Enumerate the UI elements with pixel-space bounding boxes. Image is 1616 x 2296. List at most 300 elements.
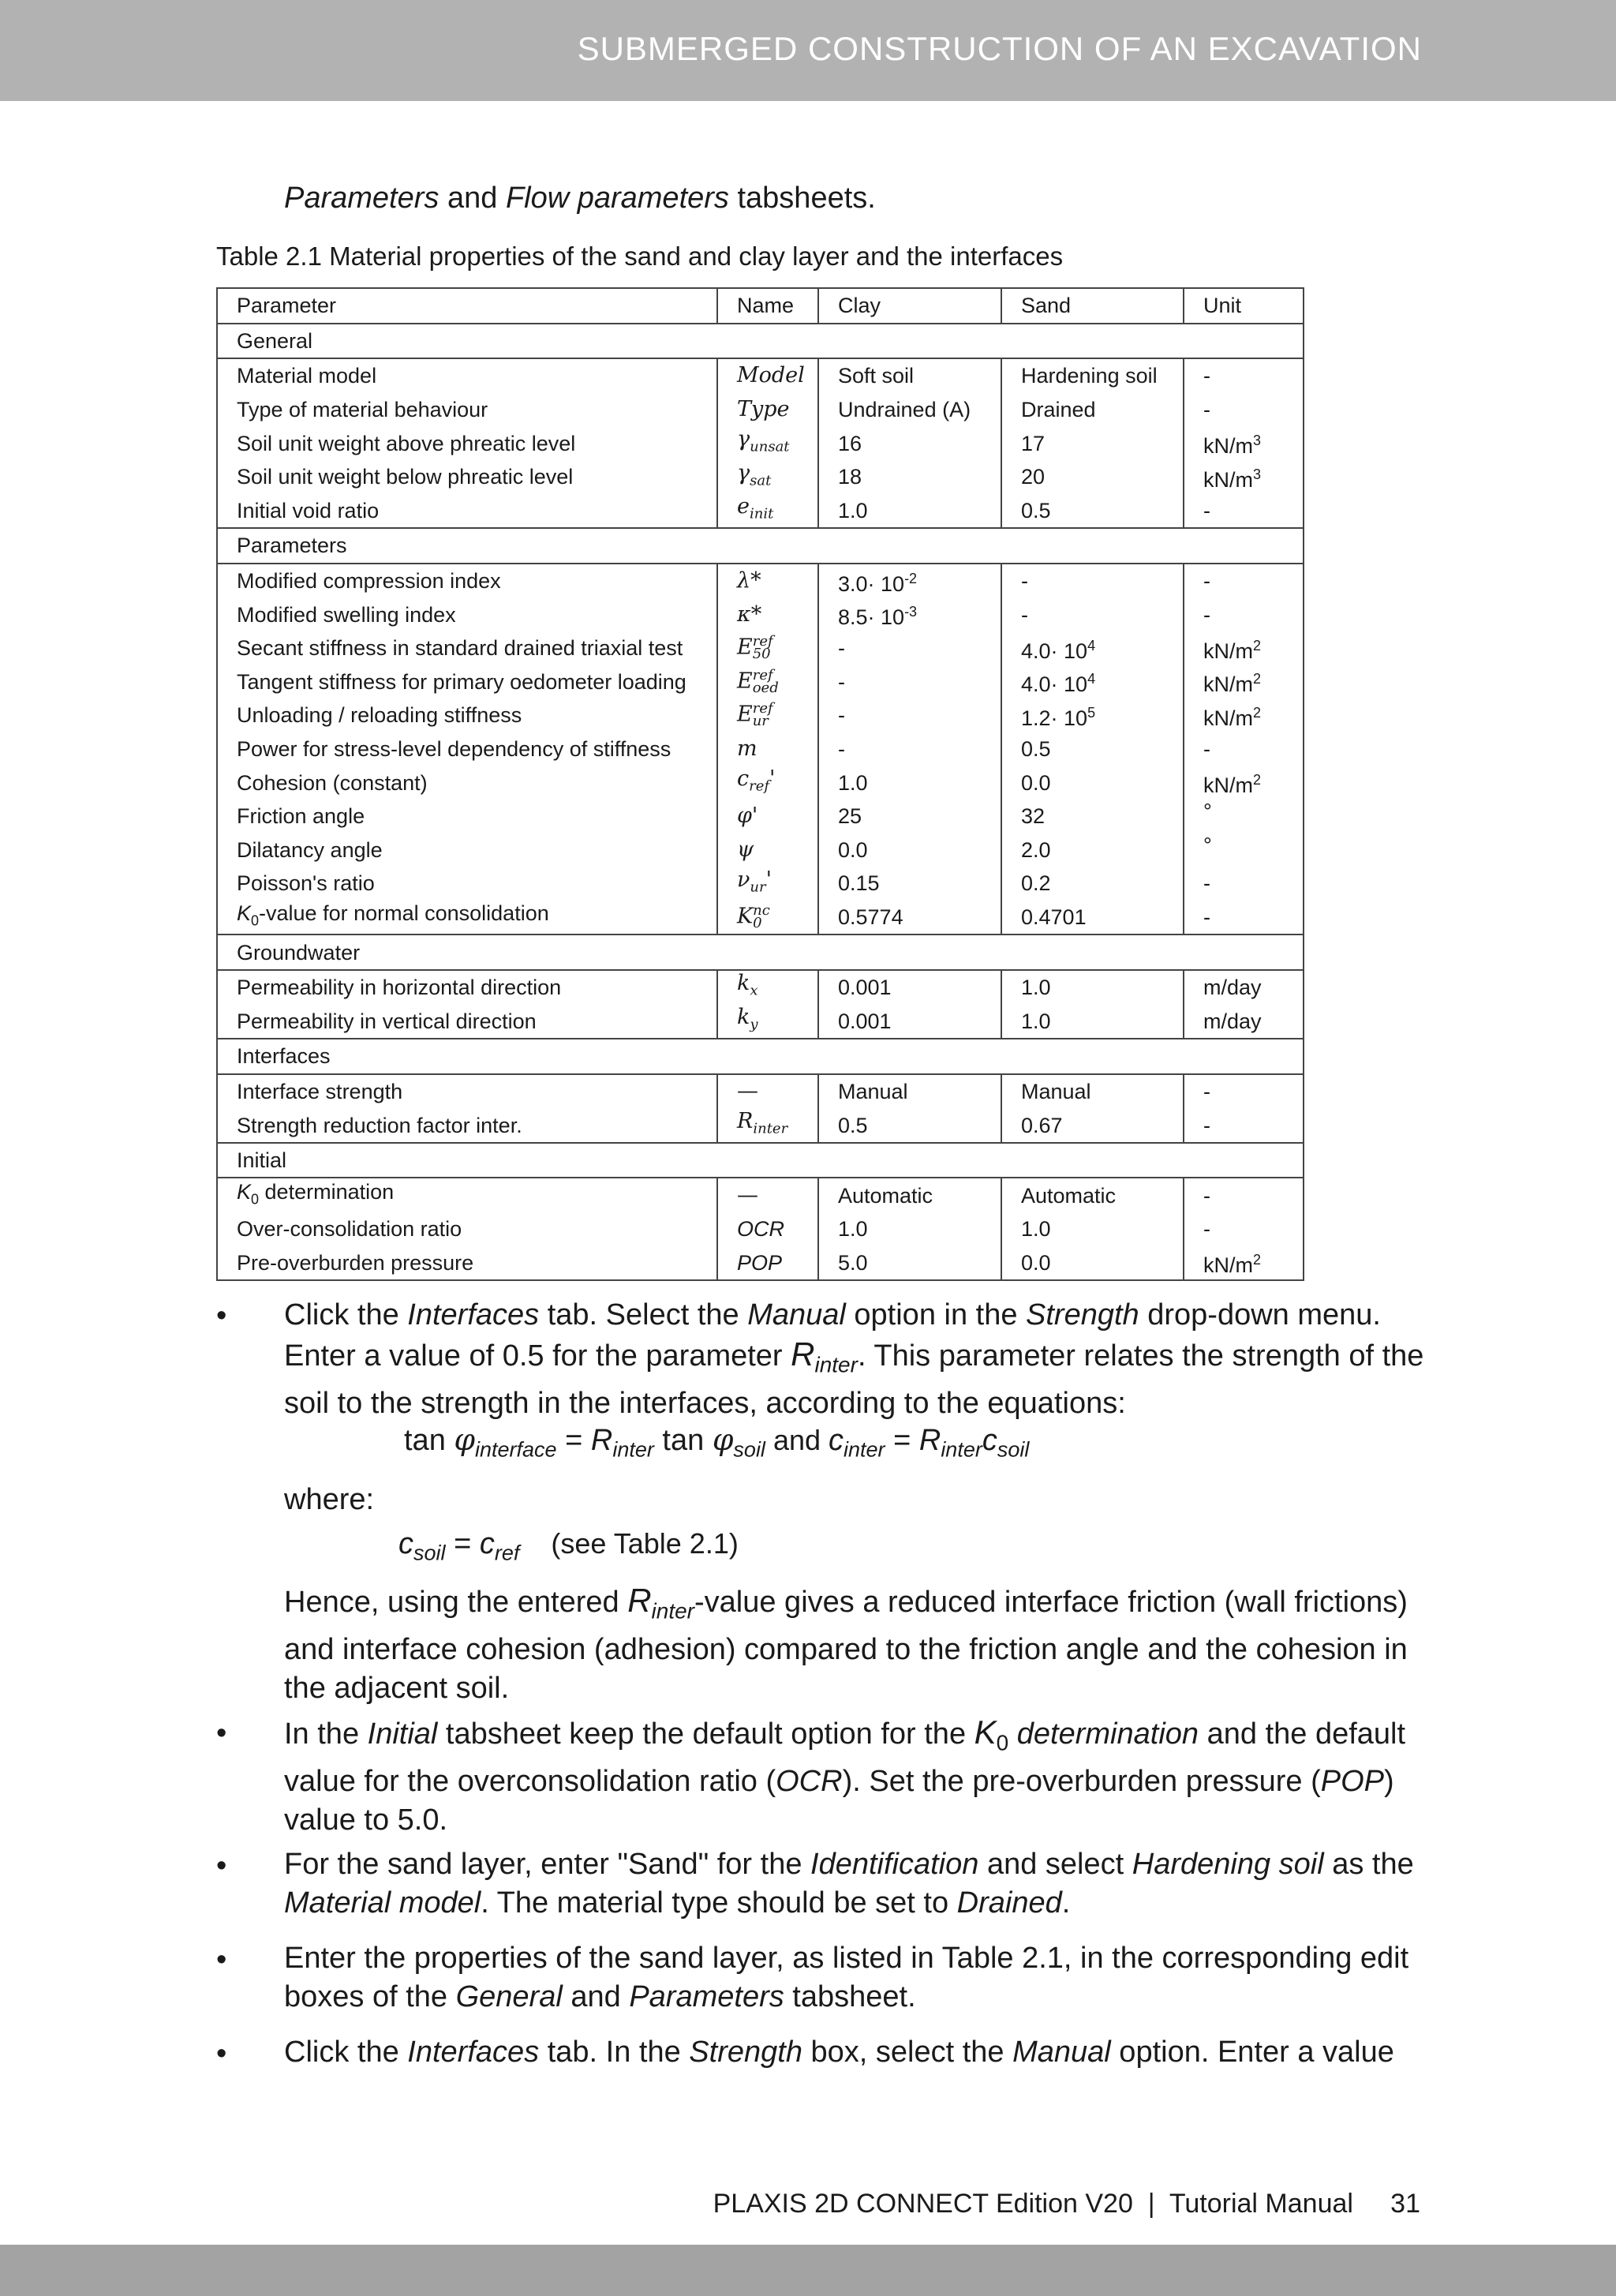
symbol-base: γ xyxy=(737,426,750,451)
text: as the xyxy=(1323,1848,1414,1881)
sand-cell: 1.0 xyxy=(1001,1004,1184,1039)
param-cell: Friction angle xyxy=(217,800,717,833)
bullet-paragraph-sand-properties xyxy=(284,1939,1428,2017)
symbol-sub: ur xyxy=(750,878,766,896)
text: In the xyxy=(284,1717,368,1751)
sand-cell: 0.0 xyxy=(1001,1246,1184,1281)
eq-c: c xyxy=(982,1424,997,1457)
header-cell: Sand xyxy=(1001,288,1184,324)
symbol-sub: inter xyxy=(814,1352,858,1377)
symbol-sub: ur xyxy=(752,713,769,730)
param-cell: Dilatancy angle xyxy=(217,833,717,867)
symbol-cell: m xyxy=(717,732,818,766)
symbol-cell: Model xyxy=(717,358,818,393)
symbol-base: E xyxy=(737,635,753,660)
param-cell: Modified compression index xyxy=(217,564,717,598)
symbol-cell xyxy=(717,766,818,800)
unit-cell: - xyxy=(1184,1212,1304,1246)
equation-interface-strength xyxy=(404,1422,1029,1463)
value-base: 3.0· 10 xyxy=(838,571,905,596)
unit-cell: - xyxy=(1184,1108,1304,1143)
text: tab. In the xyxy=(539,2036,690,2069)
unit-cell xyxy=(1184,460,1304,494)
param-k-sub: 0 xyxy=(251,912,260,929)
text: -value gives a reduced interface friction (wall frictions) and interface cohesion (adhesion) compared to the friction angle and the cohesion in the adjacent soil. xyxy=(284,1586,1408,1705)
symbol-base: γ xyxy=(737,460,750,485)
term: determination xyxy=(1008,1717,1199,1751)
sand-cell: 0.0 xyxy=(1001,766,1184,800)
header-cell: Clay xyxy=(818,288,1001,324)
section-row-groundwater xyxy=(217,935,1304,970)
clay-cell: 0.5 xyxy=(818,1108,1001,1143)
unit-cell: - xyxy=(1184,597,1304,631)
table-row xyxy=(217,699,1304,732)
bullet-marker: • xyxy=(216,1943,227,1976)
clay-cell: 18 xyxy=(818,460,1001,494)
clay-cell: 1.0 xyxy=(818,494,1001,529)
eq-sub: inter xyxy=(844,1437,885,1462)
table-row xyxy=(217,1108,1304,1143)
symbol-base: k xyxy=(737,1005,750,1030)
unit-exp: 2 xyxy=(1253,637,1262,654)
term: Identification xyxy=(810,1848,979,1881)
param-cell xyxy=(217,901,717,935)
unit-exp: 2 xyxy=(1253,704,1262,721)
sand-cell xyxy=(1001,699,1184,732)
unit-cell: ° xyxy=(1184,800,1304,833)
unit-cell: - xyxy=(1184,1074,1304,1109)
unit-cell xyxy=(1184,1246,1304,1281)
sand-cell: 17 xyxy=(1001,426,1184,460)
param-cell: Initial void ratio xyxy=(217,494,717,529)
eq-and: and xyxy=(765,1424,829,1456)
clay-cell: - xyxy=(818,699,1001,732)
eq-sub: soil xyxy=(997,1437,1030,1462)
table-row xyxy=(217,1074,1304,1109)
symbol-sup: ref xyxy=(752,666,773,684)
sand-cell: Drained xyxy=(1001,393,1184,427)
section-label: Interfaces xyxy=(217,1039,1304,1074)
symbol-sub: sat xyxy=(750,471,772,489)
table-row xyxy=(217,597,1304,631)
param-k-symbol: K xyxy=(237,901,252,926)
unit-cell: - xyxy=(1184,732,1304,766)
term: General xyxy=(455,1980,563,2013)
unit-cell: - xyxy=(1184,494,1304,529)
param-k-symbol: K xyxy=(237,1180,252,1204)
symbol-base: c xyxy=(737,766,750,791)
term: Strength xyxy=(1026,1298,1139,1332)
clay-cell: - xyxy=(818,631,1001,665)
intro-text: and xyxy=(439,182,506,215)
symbol-prime: ' xyxy=(765,867,772,892)
section-row-initial xyxy=(217,1143,1304,1178)
eq-sub: ref xyxy=(494,1541,520,1565)
table-row xyxy=(217,494,1304,529)
clay-cell: 0.5774 xyxy=(818,901,1001,935)
text: Click the xyxy=(284,2036,408,2069)
eq-phi: φ xyxy=(454,1422,475,1457)
symbol-cell: POP xyxy=(717,1246,818,1281)
sand-cell: 32 xyxy=(1001,800,1184,833)
running-header-title: SUBMERGED CONSTRUCTION OF AN EXCAVATION xyxy=(577,30,1422,67)
symbol-cell xyxy=(717,970,818,1005)
sand-cell: 1.0 xyxy=(1001,970,1184,1005)
table-row xyxy=(217,800,1304,833)
eq-R: R xyxy=(918,1424,941,1457)
eq-sub: interface xyxy=(475,1437,557,1462)
term: Manual xyxy=(1012,2036,1111,2069)
param-k-sub: 0 xyxy=(251,1191,260,1208)
value-exp: -3 xyxy=(904,604,918,620)
value-base: 8.5· 10 xyxy=(838,605,905,630)
unit-cell: - xyxy=(1184,393,1304,427)
eq-R: R xyxy=(590,1424,613,1457)
clay-cell xyxy=(818,564,1001,598)
param-cell: Interface strength xyxy=(217,1074,717,1109)
unit-cell xyxy=(1184,631,1304,665)
clay-cell xyxy=(818,597,1001,631)
param-cell: Type of material behaviour xyxy=(217,393,717,427)
symbol-sub: y xyxy=(750,1016,758,1033)
table-row xyxy=(217,732,1304,766)
table-row xyxy=(217,426,1304,460)
clay-cell: 0.001 xyxy=(818,970,1001,1005)
value-exp: 4 xyxy=(1087,637,1096,654)
clay-cell: 1.0 xyxy=(818,1212,1001,1246)
term: Material model xyxy=(284,1886,481,1920)
symbol-cell xyxy=(717,901,818,935)
param-cell: Pre-overburden pressure xyxy=(217,1246,717,1281)
symbol-cell xyxy=(717,1108,818,1143)
text: option. Enter a value xyxy=(1110,2036,1394,2069)
term: Drained xyxy=(956,1886,1062,1920)
unit-exp: 2 xyxy=(1253,1252,1262,1268)
symbol-cell xyxy=(717,631,818,665)
symbol-base: ν xyxy=(737,867,750,892)
symbol-cell xyxy=(717,426,818,460)
unit-cell: - xyxy=(1184,1178,1304,1212)
table-caption: Table 2.1 Material properties of the sand and clay layer and the interfaces xyxy=(216,242,1064,271)
symbol-cell: ψ xyxy=(717,833,818,867)
value-exp: -2 xyxy=(904,570,918,586)
clay-cell: 16 xyxy=(818,426,1001,460)
term: POP xyxy=(1320,1764,1385,1798)
symbol-cell: φ' xyxy=(717,800,818,833)
clay-cell: 25 xyxy=(818,800,1001,833)
sand-cell: - xyxy=(1001,597,1184,631)
symbol-sup: nc xyxy=(753,901,770,919)
header-cell: Parameter xyxy=(217,288,717,324)
eq-equals: = xyxy=(885,1424,919,1457)
param-cell: Strength reduction factor inter. xyxy=(217,1108,717,1143)
param-cell: Power for stress-level dependency of stiffness xyxy=(217,732,717,766)
section-row-general xyxy=(217,324,1304,359)
section-label: Parameters xyxy=(217,528,1304,564)
table-row xyxy=(217,631,1304,665)
symbol-cell xyxy=(717,460,818,494)
clay-cell: 1.0 xyxy=(818,766,1001,800)
bullet-marker: • xyxy=(216,2037,227,2070)
unit-cell xyxy=(1184,699,1304,732)
eq-equals: = xyxy=(445,1527,480,1560)
symbol-cell: λ* xyxy=(717,564,818,598)
eq-sub: inter xyxy=(612,1437,654,1462)
term: Strength xyxy=(689,2036,802,2069)
page-footer: PLAXIS 2D CONNECT Edition V20 | Tutorial Manual 31 xyxy=(713,2189,1420,2219)
clay-cell: 5.0 xyxy=(818,1246,1001,1281)
eq-sub: soil xyxy=(413,1541,446,1565)
table-row xyxy=(217,833,1304,867)
table-row xyxy=(217,970,1304,1005)
eq-reference: (see Table 2.1) xyxy=(551,1527,739,1560)
clay-cell: - xyxy=(818,665,1001,699)
clay-cell: 0.15 xyxy=(818,867,1001,901)
text: . This parameter relates the strength of the soil to the strength in the interfaces, according to the equations: xyxy=(284,1339,1424,1420)
sand-cell: 0.5 xyxy=(1001,732,1184,766)
hence-paragraph xyxy=(284,1581,1428,1708)
unit-cell: - xyxy=(1184,358,1304,393)
term: Initial xyxy=(367,1717,438,1751)
symbol-base: e xyxy=(737,494,750,519)
sand-cell: Automatic xyxy=(1001,1178,1184,1212)
bullet-paragraph-sand-layer xyxy=(284,1845,1428,1923)
sand-cell: 0.2 xyxy=(1001,867,1184,901)
sand-cell: 0.4701 xyxy=(1001,901,1184,935)
term: Hardening soil xyxy=(1132,1848,1324,1881)
unit-cell: - xyxy=(1184,901,1304,935)
param-cell xyxy=(217,1178,717,1212)
param-cell: Tangent stiffness for primary oedometer loading xyxy=(217,665,717,699)
symbol-prime: ' xyxy=(769,766,776,791)
unit-cell xyxy=(1184,665,1304,699)
param-cell: Modified swelling index xyxy=(217,597,717,631)
table-row xyxy=(217,1178,1304,1212)
unit-base: kN/m xyxy=(1203,1253,1253,1278)
symbol-sup: ref xyxy=(752,700,773,717)
unit-base: kN/m xyxy=(1203,639,1253,663)
symbol-sub: ref xyxy=(749,777,770,795)
symbol-cell xyxy=(717,699,818,732)
eq-c: c xyxy=(398,1527,413,1560)
unit-exp: 2 xyxy=(1253,772,1262,788)
symbol-sub: 0 xyxy=(753,914,762,931)
section-label: Groundwater xyxy=(217,935,1304,970)
value-base: 4.0· 10 xyxy=(1021,672,1088,697)
sand-cell: Hardening soil xyxy=(1001,358,1184,393)
symbol-sub: inter xyxy=(753,1120,788,1137)
symbol-sub: x xyxy=(750,982,758,999)
clay-cell: Manual xyxy=(818,1074,1001,1109)
param-cell: Soil unit weight below phreatic level xyxy=(217,460,717,494)
symbol-sub: init xyxy=(749,505,774,522)
sand-cell: Manual xyxy=(1001,1074,1184,1109)
bullet-marker: • xyxy=(216,1849,227,1882)
unit-cell: - xyxy=(1184,867,1304,901)
symbol-base: E xyxy=(737,669,753,694)
symbol-base: R xyxy=(737,1108,754,1133)
text: tabsheet keep the default option for the xyxy=(437,1717,974,1751)
value-base: 1.2· 10 xyxy=(1021,706,1088,730)
intro-line xyxy=(284,182,876,215)
symbol-sub: unsat xyxy=(750,438,790,455)
param-text: determination xyxy=(259,1180,395,1204)
unit-cell: m/day xyxy=(1184,1004,1304,1039)
section-label: General xyxy=(217,324,1304,359)
unit-base: kN/m xyxy=(1203,434,1253,459)
text: For the sand layer, enter "Sand" for the xyxy=(284,1848,811,1881)
sand-cell: 2.0 xyxy=(1001,833,1184,867)
symbol-cell xyxy=(717,867,818,901)
unit-cell xyxy=(1184,766,1304,800)
value-base: 4.0· 10 xyxy=(1021,639,1088,663)
term: OCR xyxy=(776,1764,843,1798)
unit-base: kN/m xyxy=(1203,467,1253,492)
table-row xyxy=(217,901,1304,935)
unit-base: kN/m xyxy=(1203,706,1253,730)
eq-sub: soil xyxy=(733,1437,765,1462)
clay-cell: Soft soil xyxy=(818,358,1001,393)
value-exp: 4 xyxy=(1087,671,1096,687)
symbol-base: E xyxy=(737,702,753,727)
symbol-sub: inter xyxy=(651,1598,694,1624)
sand-cell: 1.0 xyxy=(1001,1212,1184,1246)
text: box, select the xyxy=(802,2036,1013,2069)
bullet-paragraph-initial xyxy=(284,1713,1428,1840)
section-row-parameters xyxy=(217,528,1304,564)
symbol-base: k xyxy=(737,971,750,996)
eq-sub: inter xyxy=(941,1437,982,1462)
term: Interfaces xyxy=(407,2036,540,2069)
text: . The material type should be set to xyxy=(481,1886,957,1920)
equation-c-soil xyxy=(398,1527,739,1566)
value-exp: 5 xyxy=(1087,704,1096,721)
text: tabsheet. xyxy=(784,1980,916,2013)
eq-c: c xyxy=(479,1527,495,1560)
bullet-marker: • xyxy=(216,1299,227,1332)
bullet-marker: • xyxy=(216,1717,227,1750)
text: option in the xyxy=(845,1298,1027,1332)
bullet-paragraph-sand-interfaces xyxy=(284,2033,1428,2072)
eq-tan: tan xyxy=(404,1424,446,1457)
intro-term-parameters: Parameters xyxy=(284,182,440,215)
symbol-base: K xyxy=(737,904,754,929)
text: Enter the properties of the sand layer, as listed in Table 2.1, in the corresponding edit boxes of the xyxy=(284,1942,1409,2013)
term: Parameters xyxy=(629,1980,784,2013)
eq-phi: φ xyxy=(712,1422,734,1457)
param-cell: Permeability in horizontal direction xyxy=(217,970,717,1005)
intro-text: tabsheets. xyxy=(728,182,876,215)
text: drop-down menu. Enter a value of 0.5 for the parameter xyxy=(284,1298,1381,1373)
param-cell: Material model xyxy=(217,358,717,393)
symbol-sub: 0 xyxy=(996,1730,1009,1755)
text: tab. Select the xyxy=(539,1298,748,1332)
symbol-cell: κ* xyxy=(717,597,818,631)
section-row-interfaces xyxy=(217,1039,1304,1074)
term: Manual xyxy=(747,1298,846,1332)
unit-base: kN/m xyxy=(1203,773,1253,798)
table-row xyxy=(217,665,1304,699)
sand-cell: 0.67 xyxy=(1001,1108,1184,1143)
eq-c: c xyxy=(829,1424,844,1457)
param-cell: Soil unit weight above phreatic level xyxy=(217,426,717,460)
sand-cell xyxy=(1001,631,1184,665)
clay-cell: 0.001 xyxy=(818,1004,1001,1039)
text: and the default value for the overconsolidation ratio ( xyxy=(284,1717,1406,1798)
unit-cell xyxy=(1184,426,1304,460)
symbol: R xyxy=(791,1335,815,1373)
sand-cell: 0.5 xyxy=(1001,494,1184,529)
bullet-paragraph-interfaces xyxy=(284,1296,1428,1423)
table-row xyxy=(217,766,1304,800)
text: and xyxy=(562,1980,630,2013)
symbol: K xyxy=(974,1714,997,1751)
unit-base: kN/m xyxy=(1203,672,1253,697)
text: ) value to 5.0. xyxy=(284,1764,1394,1837)
unit-cell: ° xyxy=(1184,833,1304,867)
param-cell: Over-consolidation ratio xyxy=(217,1212,717,1246)
sand-cell: - xyxy=(1001,564,1184,598)
section-label: Initial xyxy=(217,1143,1304,1178)
term: Interfaces xyxy=(407,1298,540,1332)
table-row xyxy=(217,393,1304,427)
text: ). Set the pre-overburden pressure ( xyxy=(842,1764,1321,1798)
symbol-cell xyxy=(717,494,818,529)
param-cell: Unloading / reloading stiffness xyxy=(217,699,717,732)
clay-cell: 0.0 xyxy=(818,833,1001,867)
table-row xyxy=(217,564,1304,598)
text: Hence, using the entered xyxy=(284,1586,628,1619)
clay-cell: Undrained (A) xyxy=(818,393,1001,427)
symbol-cell xyxy=(717,665,818,699)
clay-cell: Automatic xyxy=(818,1178,1001,1212)
eq-equals: = xyxy=(556,1424,591,1457)
symbol-sup: ref xyxy=(752,633,773,650)
table-row xyxy=(217,460,1304,494)
table-row xyxy=(217,1004,1304,1039)
param-cell: Secant stiffness in standard drained triaxial test xyxy=(217,631,717,665)
param-text: -value for normal consolidation xyxy=(259,901,549,926)
symbol-sub: 50 xyxy=(752,646,771,663)
table-row xyxy=(217,867,1304,901)
material-properties-table xyxy=(216,287,1304,1281)
symbol: R xyxy=(627,1582,652,1619)
eq-tan: tan xyxy=(662,1424,705,1457)
table-row xyxy=(217,1212,1304,1246)
symbol-cell: OCR xyxy=(717,1212,818,1246)
unit-exp: 3 xyxy=(1253,433,1262,449)
header-cell: Name xyxy=(717,288,818,324)
clay-cell: - xyxy=(818,732,1001,766)
unit-cell: m/day xyxy=(1184,970,1304,1005)
sand-cell: 20 xyxy=(1001,460,1184,494)
header-bar xyxy=(0,0,1616,101)
unit-exp: 3 xyxy=(1253,466,1262,482)
param-cell: Permeability in vertical direction xyxy=(217,1004,717,1039)
where-label: where: xyxy=(284,1483,375,1516)
symbol-sub: oed xyxy=(752,679,779,696)
header-cell: Unit xyxy=(1184,288,1304,324)
intro-term-flow-parameters: Flow parameters xyxy=(505,182,729,215)
table-row xyxy=(217,358,1304,393)
symbol-cell: — xyxy=(717,1074,818,1109)
table-header-row xyxy=(217,288,1304,324)
symbol-cell xyxy=(717,1004,818,1039)
text: and select xyxy=(978,1848,1132,1881)
sand-cell xyxy=(1001,665,1184,699)
unit-cell: - xyxy=(1184,564,1304,598)
text: Click the xyxy=(284,1298,408,1332)
